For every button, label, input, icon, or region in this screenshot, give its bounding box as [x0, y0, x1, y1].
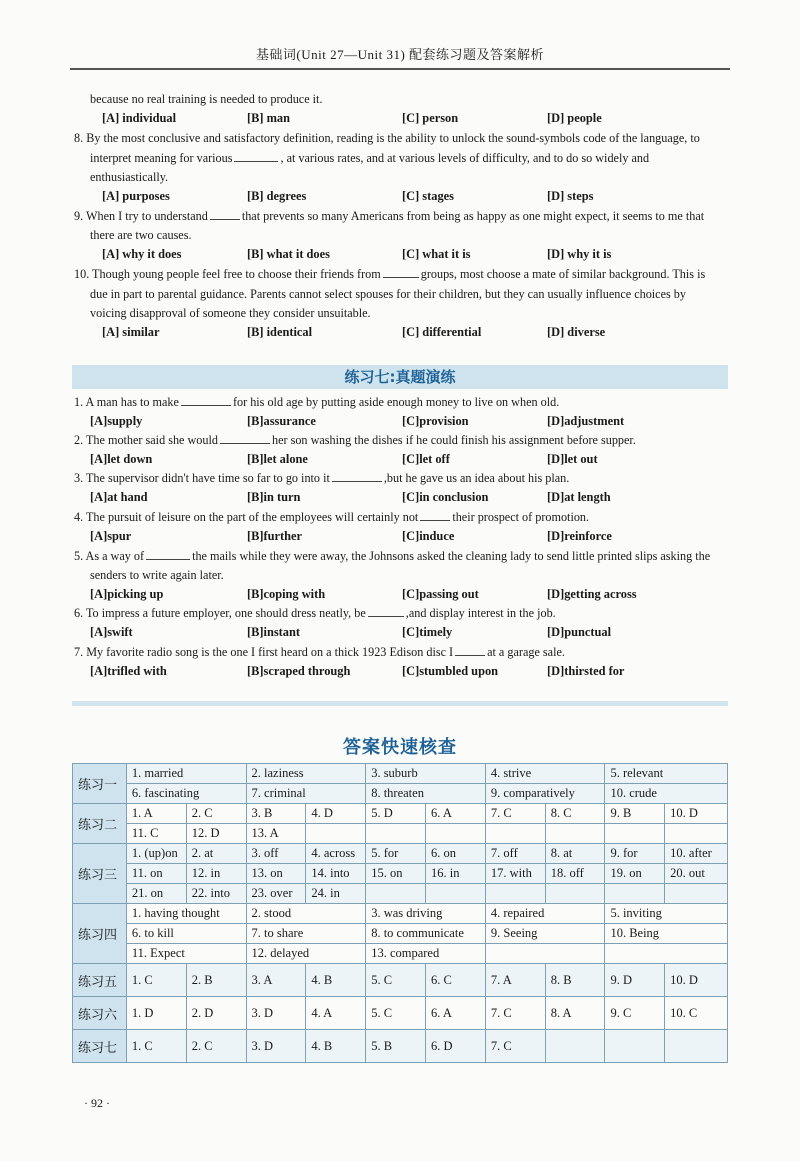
answer-cell: 5. for [366, 844, 426, 864]
answer-cell: 4. repaired [485, 904, 605, 924]
answer-cell: 5. C [366, 997, 426, 1030]
ex7-row [73, 1030, 728, 1063]
s7-q4-option-d: [D]reinforce [547, 529, 612, 543]
answer-key-title: 答案快速核查 [343, 737, 457, 758]
answer-cell: 24. in [306, 884, 366, 904]
answer-cell: 5. inviting [605, 904, 728, 924]
answer-cell: 1. having thought [126, 904, 246, 924]
answer-cell: 2. at [186, 844, 246, 864]
s7-q5-line2: senders to write again later. [90, 568, 224, 582]
answer-cell: 1. C [126, 964, 186, 997]
q8-option-a: [A] purposes [102, 189, 170, 203]
answer-cell [485, 944, 605, 964]
answer-cell: 4. B [306, 1030, 366, 1063]
answer-cell: 18. off [545, 864, 605, 884]
answer-cell: 13. on [246, 864, 306, 884]
answer-cell: 4. D [306, 804, 366, 824]
answer-cell: 5. C [366, 964, 426, 997]
ex1-row-2 [73, 784, 728, 804]
answer-cell [665, 884, 728, 904]
q10-option-c: [C] differential [402, 325, 482, 339]
answer-cell: 1. D [126, 997, 186, 1030]
s7-q1-option-d: [D]adjustment [547, 414, 625, 428]
s7-q4: 4. The pursuit of leisure on the part of the employees will certainly not their prospect of promotion. [74, 510, 590, 524]
answer-cell: 3. off [246, 844, 306, 864]
q8-option-d: [D] steps [547, 189, 594, 203]
answer-cell: 11. on [126, 864, 186, 884]
q7-tail: because no real training is needed to produce it. [90, 92, 323, 106]
answer-cell [366, 884, 426, 904]
answer-cell: 12. D [186, 824, 246, 844]
s7-q1-option-a: [A]supply [90, 414, 143, 428]
answer-cell [426, 884, 486, 904]
ex2-label: 练习二 [73, 804, 127, 844]
answer-key-table [72, 763, 728, 1063]
answer-cell: 3. was driving [366, 904, 486, 924]
answer-cell: 3. B [246, 804, 306, 824]
ex4-row-1 [73, 904, 728, 924]
answer-cell: 1. C [126, 1030, 186, 1063]
answer-cell: 6. on [426, 844, 486, 864]
q7-option-b: [B] man [247, 111, 291, 125]
answer-cell: 7. off [485, 844, 545, 864]
q7-option-a: [A] individual [102, 111, 177, 125]
answer-cell: 14. into [306, 864, 366, 884]
answer-cell: 7. C [485, 997, 545, 1030]
q8-option-c: [C] stages [402, 189, 454, 203]
answer-cell: 4. across [306, 844, 366, 864]
ex2-row-1 [73, 804, 728, 824]
answer-cell [605, 824, 665, 844]
s7-q6-option-a: [A]swift [90, 625, 133, 639]
answer-cell [545, 824, 605, 844]
answer-cell: 3. A [246, 964, 306, 997]
s7-q5-option-b: [B]coping with [247, 587, 326, 601]
s7-q2-option-d: [D]let out [547, 452, 598, 466]
answer-cell: 8. C [545, 804, 605, 824]
ex5-label: 练习五 [73, 964, 127, 997]
s7-q6-option-b: [B]instant [247, 625, 301, 639]
answer-cell: 3. D [246, 997, 306, 1030]
ex4-row-3 [73, 944, 728, 964]
answer-cell: 7. A [485, 964, 545, 997]
answer-cell: 10. D [665, 804, 728, 824]
q8-line3: enthusiastically. [90, 170, 169, 184]
answer-cell: 16. in [426, 864, 486, 884]
answer-cell: 9. Seeing [485, 924, 605, 944]
answer-cell: 6. D [426, 1030, 486, 1063]
answer-cell: 3. suburb [366, 764, 486, 784]
q9-option-a: [A] why it does [102, 247, 182, 261]
s7-q6-option-c: [C]timely [402, 625, 453, 639]
answer-cell: 13. A [246, 824, 306, 844]
answer-cell: 6. fascinating [126, 784, 246, 804]
s7-q7-option-d: [D]thirsted for [547, 664, 625, 678]
q10-option-b: [B] identical [247, 325, 313, 339]
answer-cell: 20. out [665, 864, 728, 884]
s7-q1-option-c: [C]provision [402, 414, 469, 428]
answer-cell: 6. C [426, 964, 486, 997]
answer-cell: 22. into [186, 884, 246, 904]
answer-cell: 6. to kill [126, 924, 246, 944]
answer-cell: 12. in [186, 864, 246, 884]
s7-q5-option-c: [C]passing out [402, 587, 479, 601]
answer-cell [426, 824, 486, 844]
s7-q7: 7. My favorite radio song is the one I first heard on a thick 1923 Edison disc I at a garage sale. [74, 645, 565, 659]
q9-option-c: [C] what it is [402, 247, 471, 261]
answer-cell: 3. D [246, 1030, 306, 1063]
answer-cell: 10. crude [605, 784, 728, 804]
s7-q3-option-d: [D]at length [547, 490, 611, 504]
answer-cell: 7. C [485, 804, 545, 824]
s7-q3-option-a: [A]at hand [90, 490, 148, 504]
ex3-row-2 [73, 864, 728, 884]
answer-cell: 7. criminal [246, 784, 366, 804]
answer-cell: 8. A [545, 997, 605, 1030]
answer-cell: 2. C [186, 1030, 246, 1063]
answer-cell [545, 1030, 605, 1063]
ex6-row [73, 997, 728, 1030]
s7-q7-option-c: [C]stumbled upon [402, 664, 499, 678]
s7-q4-option-b: [B]further [247, 529, 303, 543]
answer-cell [485, 824, 545, 844]
answer-cell [306, 824, 366, 844]
answer-cell: 2. laziness [246, 764, 366, 784]
s7-q2: 2. The mother said she would her son washing the dishes if he could finish his assignment before supper. [74, 433, 636, 447]
answer-cell: 5. relevant [605, 764, 728, 784]
s7-q6: 6. To impress a future employer, one should dress neatly, be ,and display interest in the job. [74, 606, 556, 620]
s7-q4-option-a: [A]spur [90, 529, 132, 543]
ex6-label: 练习六 [73, 997, 127, 1030]
ex3-row-1 [73, 844, 728, 864]
answer-cell: 2. stood [246, 904, 366, 924]
q10-option-a: [A] similar [102, 325, 160, 339]
header-rule [70, 68, 730, 70]
answer-cell: 23. over [246, 884, 306, 904]
answer-cell: 6. A [426, 804, 486, 824]
answer-cell: 2. D [186, 997, 246, 1030]
q10-line2: due in part to parental guidance. Parents cannot select spouses for their children, but they can usually influence choices by [90, 287, 686, 301]
answer-cell [485, 884, 545, 904]
answer-cell: 1. (up)on [126, 844, 186, 864]
answer-cell: 17. with [485, 864, 545, 884]
s7-q3: 3. The supervisor didn't have time so far to go into it ,but he gave us an idea about his plan. [74, 471, 570, 485]
ex7-label: 练习七 [73, 1030, 127, 1063]
answer-cell [366, 824, 426, 844]
ex2-row-2 [73, 824, 728, 844]
s7-q5-option-d: [D]getting across [547, 587, 637, 601]
q10-line1: 10. Though young people feel free to choose their friends from groups, most choose a mate of similar background. This is [74, 267, 706, 281]
answer-cell: 2. B [186, 964, 246, 997]
answer-cell: 9. D [605, 964, 665, 997]
q9-option-b: [B] what it does [247, 247, 330, 261]
s7-q7-option-b: [B]scraped through [247, 664, 351, 678]
q7-option-d: [D] people [547, 111, 602, 125]
s7-q7-option-a: [A]trifled with [90, 664, 167, 678]
answer-cell: 10. Being [605, 924, 728, 944]
answer-cell: 9. for [605, 844, 665, 864]
answer-cell: 19. on [605, 864, 665, 884]
s7-q3-option-b: [B]in turn [247, 490, 301, 504]
answer-cell [665, 1030, 728, 1063]
ex4-label: 练习四 [73, 904, 127, 964]
s7-q1: 1. A man has to make for his old age by putting aside enough money to live on when old. [74, 395, 560, 409]
answer-cell: 12. delayed [246, 944, 366, 964]
answer-cell [605, 944, 728, 964]
answer-cell: 8. to communicate [366, 924, 486, 944]
answer-cell: 5. D [366, 804, 426, 824]
answer-cell: 11. C [126, 824, 186, 844]
q10-option-d: [D] diverse [547, 325, 606, 339]
page-number: · 92 · [84, 1096, 110, 1110]
s7-q2-option-b: [B]let alone [247, 452, 308, 466]
answer-cell: 6. A [426, 997, 486, 1030]
answer-cell: 11. Expect [126, 944, 246, 964]
page-header: 基础词(Unit 27—Unit 31) 配套练习题及答案解析 [255, 47, 545, 62]
answer-cell: 7. C [485, 1030, 545, 1063]
answer-cell: 5. B [366, 1030, 426, 1063]
section-title-banner: 练习七:真题演练 [72, 365, 728, 389]
answer-cell: 21. on [126, 884, 186, 904]
answer-cell: 15. on [366, 864, 426, 884]
answer-cell: 9. C [605, 997, 665, 1030]
answer-cell: 10. D [665, 964, 728, 997]
answer-cell: 4. strive [485, 764, 605, 784]
answer-cell: 1. married [126, 764, 246, 784]
ex5-row [73, 964, 728, 997]
answer-cell: 9. B [605, 804, 665, 824]
answer-cell [605, 884, 665, 904]
answer-cell: 7. to share [246, 924, 366, 944]
q9-line1: 9. When I try to understand that prevents so many Americans from being as happy as one might expect, it seems to me that [74, 209, 705, 223]
answer-cell: 8. threaten [366, 784, 486, 804]
q8-option-b: [B] degrees [247, 189, 307, 203]
answer-cell [665, 824, 728, 844]
answer-cell: 8. B [545, 964, 605, 997]
q10-line3: voicing disapproval of someone they consider unsuitable. [90, 306, 371, 320]
s7-q6-option-d: [D]punctual [547, 625, 612, 639]
answer-cell: 4. B [306, 964, 366, 997]
ex4-row-2 [73, 924, 728, 944]
answer-cell: 10. C [665, 997, 728, 1030]
q8-line2: interpret meaning for various , at various rates, and at various levels of difficulty, and to do so widely and [90, 151, 650, 165]
answer-cell: 13. compared [366, 944, 486, 964]
answer-cell: 2. C [186, 804, 246, 824]
s7-q5-option-a: [A]picking up [90, 587, 164, 601]
q9-option-d: [D] why it is [547, 247, 612, 261]
s7-q5-line1: 5. As a way of the mails while they were away, the Johnsons asked the cleaning lady to send little printed slips asking the [74, 549, 711, 563]
s7-q4-option-c: [C]induce [402, 529, 455, 543]
answer-cell: 8. at [545, 844, 605, 864]
ex3-row-3 [73, 884, 728, 904]
answer-cell: 9. comparatively [485, 784, 605, 804]
answer-cell [605, 1030, 665, 1063]
q9-line2: there are two causes. [90, 228, 192, 242]
answer-cell: 4. A [306, 997, 366, 1030]
q8-line1: 8. By the most conclusive and satisfactory definition, reading is the ability to unlock the sound-symbols code of the language, to [74, 131, 700, 145]
ex3-label: 练习三 [73, 844, 127, 904]
ex1-row-1 [73, 764, 728, 784]
s7-q2-option-c: [C]let off [402, 452, 450, 466]
answer-cell: 10. after [665, 844, 728, 864]
answer-cell: 1. A [126, 804, 186, 824]
s7-q1-option-b: [B]assurance [247, 414, 316, 428]
s7-q3-option-c: [C]in conclusion [402, 490, 489, 504]
section-divider [72, 701, 728, 706]
q7-option-c: [C] person [402, 111, 459, 125]
s7-q2-option-a: [A]let down [90, 452, 153, 466]
ex1-label: 练习一 [73, 764, 127, 804]
answer-cell [545, 884, 605, 904]
